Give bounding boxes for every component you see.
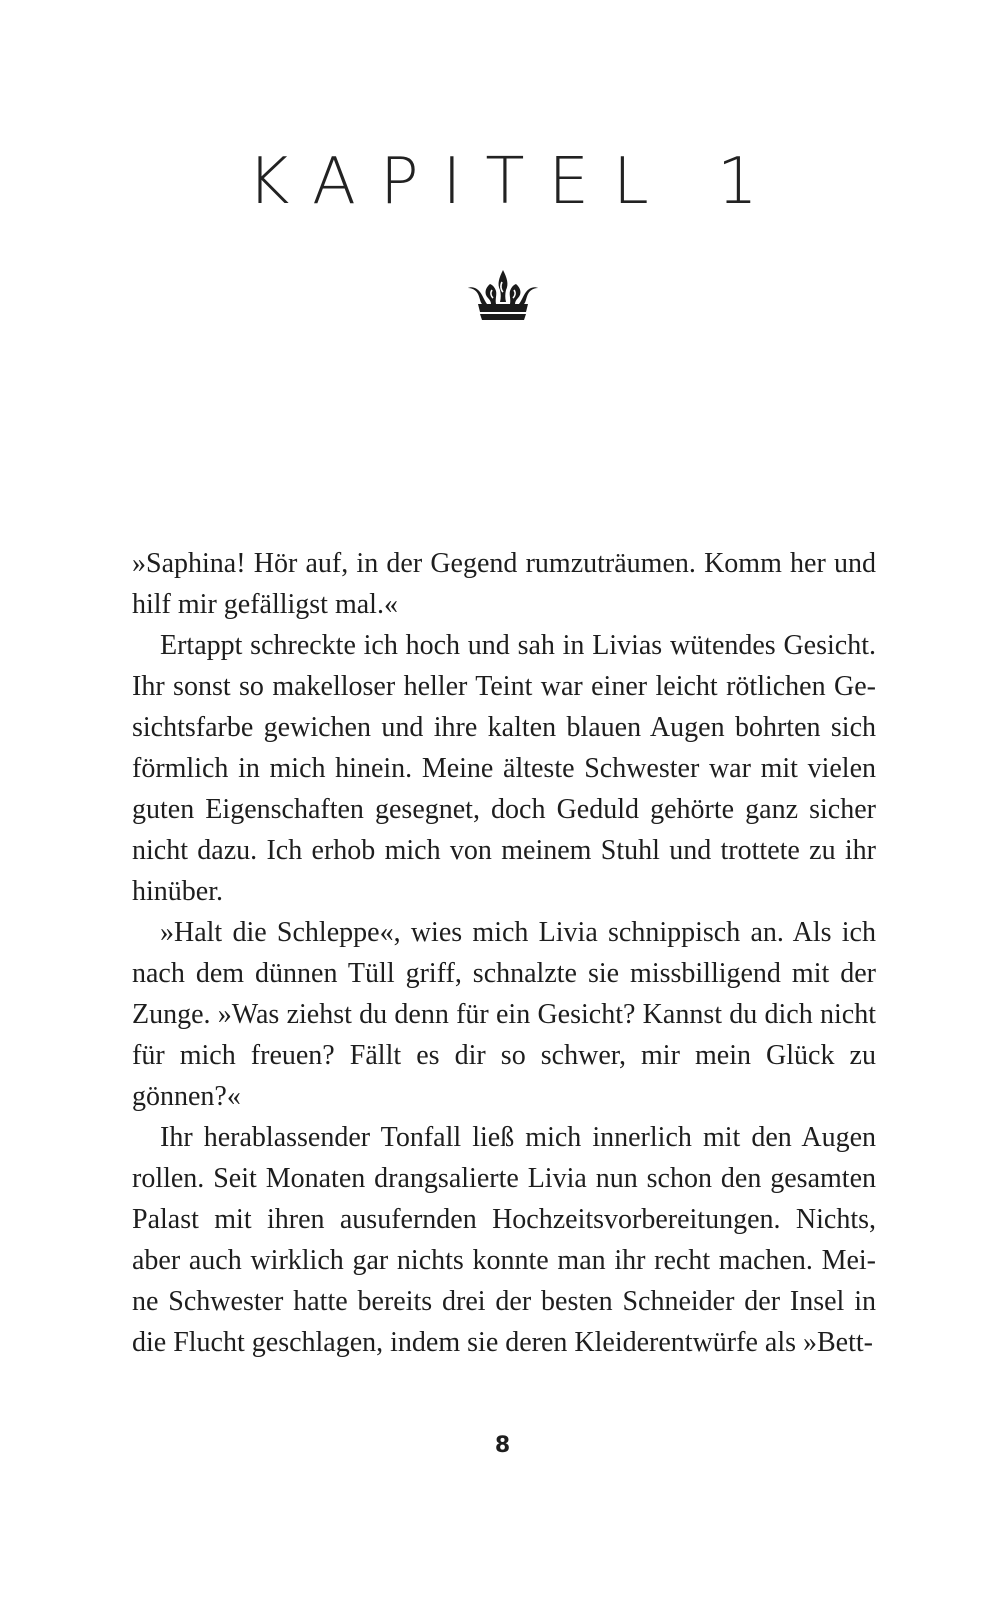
paragraph: Ertappt schreckte ich hoch und sah in Livias wütendes Gesicht. Ihr sonst so makelloser heller Teint war einer leicht rötlichen Gesichtsfarbe gewichen und ihre kalten blauen Augen bohrten sich förmlich in mich hinein. Meine älteste Schwester war mit vielen guten Eigenschaften gesegnet, doch Geduld gehörte ganz sicher nicht dazu. Ich erhob mich von meinem Stuhl und trottete zu ihr hinüber. <box>132 630 876 907</box>
paragraph: Ihr herablassender Tonfall ließ mich innerlich mit den Augen rollen. Seit Monaten drangsalierte Livia nun schon den gesamten Palast mit ihren ausufernden Hochzeitsvorbereitungen. Nichts, aber auch wirklich gar nichts konnte man ihr recht machen. Meine Schwester hatte bereits drei der besten Schneider der Insel in die Flucht geschlagen, indem sie deren Kleiderentwürfe als »Bett- <box>132 1122 876 1358</box>
chapter-body <box>132 543 876 1363</box>
page-number: 8 <box>494 1433 511 1458</box>
chapter-title: KAPITEL 1 <box>247 145 782 219</box>
paragraph: »Halt die Schleppe«, wies mich Livia schnippisch an. Als ich nach dem dünnen Tüll griff, schnalzte sie missbilligend mit der Zunge. »Was ziehst du denn für ein Gesicht? Kannst du dich nicht für mich freuen? Fällt es dir so schwer, mir mein Glück zu gönnen?« <box>132 917 876 1112</box>
paragraph: »Saphina! Hör auf, in der Gegend rumzuträumen. Komm her und hilf mir gefälligst mal.« <box>132 548 876 620</box>
crown-icon <box>466 268 540 322</box>
